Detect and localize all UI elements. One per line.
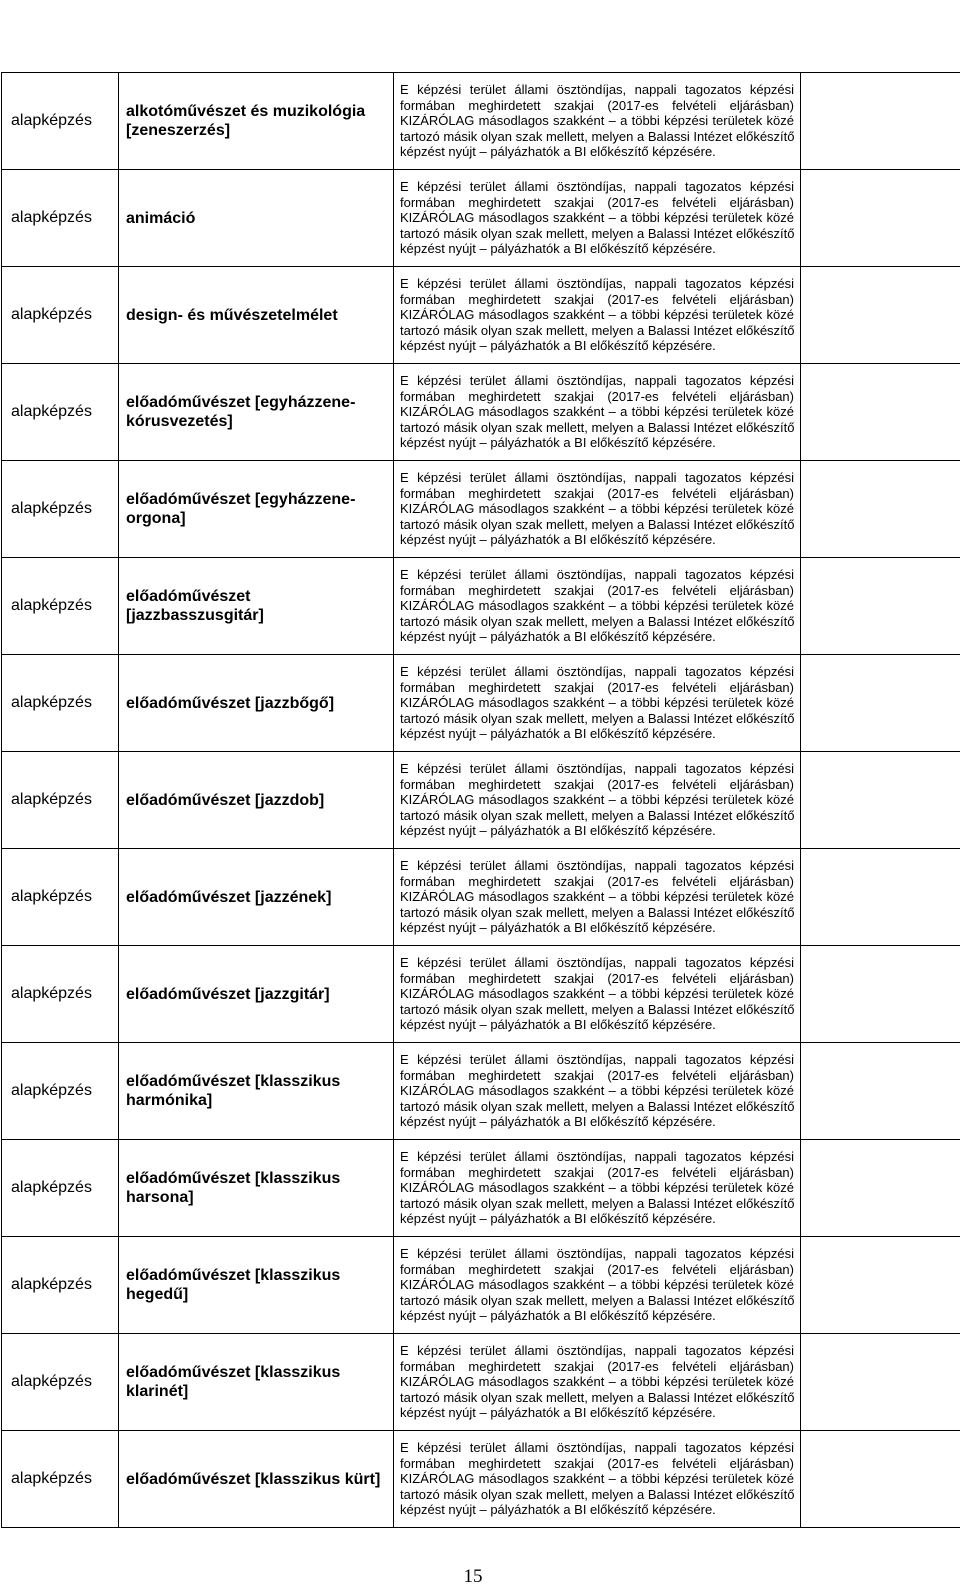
program-name-line: előadóművészet [126,588,251,605]
eligibility-note-line: képzést nyújt – pályázhatók a BI előkészítő képzésére. [400,1211,716,1227]
eligibility-note-line: formában meghirdetett szakjai (2017-es felvételi eljárásban) [400,873,794,889]
eligibility-note-line: tartozó másik olyan szak mellett, melyen a Balassi Intézet előkészítő [400,128,795,144]
training-level-cell: alapképzés [2,267,119,364]
eligibility-note-cell [394,1237,801,1334]
program-name-line: előadóművészet [klasszikus [126,1267,341,1284]
table-row [2,1237,960,1334]
programs-table-body [2,73,960,1528]
eligibility-note-line: E képzési terület állami ösztöndíjas, nappali tagozatos képzési [400,1440,794,1456]
program-name-line: előadóművészet [klasszikus [126,1364,341,1381]
eligibility-note-cell [394,170,801,267]
eligibility-note-line: képzést nyújt – pályázhatók a BI előkészítő képzésére. [400,726,716,742]
eligibility-note-line: formában meghirdetett szakjai (2017-es felvételi eljárásban) [400,485,794,501]
table-row [2,558,960,655]
table-row [2,946,960,1043]
empty-cell [801,849,960,946]
eligibility-note-line: formában meghirdetett szakjai (2017-es felvételi eljárásban) [400,1455,794,1471]
program-name-line: előadóművészet [jazzének] [126,888,332,906]
eligibility-note-line: KIZÁRÓLAG másodlagos szakként – a többi képzési területek közé [400,1374,794,1390]
header-program-year: BI előkészítő 2016/2017 [716,4,952,30]
header-rule [8,40,952,41]
program-name-line: orgona] [126,510,186,527]
empty-cell [801,1334,960,1431]
empty-cell [801,558,960,655]
eligibility-note-cell [394,73,801,170]
eligibility-note-line: tartozó másik olyan szak mellett, melyen a Balassi Intézet előkészítő [400,225,795,241]
eligibility-note-line: tartozó másik olyan szak mellett, melyen a Balassi Intézet előkészítő [400,1292,795,1308]
eligibility-note-line: E képzési terület állami ösztöndíjas, nappali tagozatos képzési [400,567,794,583]
program-name-cell [119,849,394,946]
program-name-line: alkotóművészet és muzikológia [126,103,366,120]
training-level-cell: alapképzés [2,558,119,655]
table-row [2,73,960,170]
eligibility-note-line: formában meghirdetett szakjai (2017-es felvételi eljárásban) [400,1067,794,1083]
eligibility-note-line: formában meghirdetett szakjai (2017-es felvételi eljárásban) [400,970,794,986]
eligibility-note-cell [394,849,801,946]
eligibility-note-line: formában meghirdetett szakjai (2017-es felvételi eljárásban) [400,194,794,210]
eligibility-note-line: képzést nyújt – pályázhatók a BI előkészítő képzésére. [400,435,716,451]
page-number: 15 [463,1566,483,1587]
eligibility-note-line: KIZÁRÓLAG másodlagos szakként – a többi képzési területek közé [400,1180,794,1196]
training-level-cell: alapképzés [2,1431,119,1528]
empty-cell [801,364,960,461]
eligibility-note-cell [394,461,801,558]
eligibility-note-line: tartozó másik olyan szak mellett, melyen a Balassi Intézet előkészítő [400,1195,795,1211]
eligibility-note-cell [394,1043,801,1140]
program-name-cell [119,267,394,364]
eligibility-note-line: KIZÁRÓLAG másodlagos szakként – a többi képzési területek közé [400,986,794,1002]
eligibility-note-line: tartozó másik olyan szak mellett, melyen a Balassi Intézet előkészítő [400,710,795,726]
eligibility-note-line: tartozó másik olyan szak mellett, melyen a Balassi Intézet előkészítő [400,322,795,338]
eligibility-note-cell [394,1140,801,1237]
program-name-line: harmónika] [126,1092,213,1109]
eligibility-note-cell [394,364,801,461]
training-level-cell: alapképzés [2,1140,119,1237]
eligibility-note-line: E képzési terület állami ösztöndíjas, nappali tagozatos képzési [400,761,794,777]
empty-cell [801,946,960,1043]
training-level-cell: alapképzés [2,364,119,461]
empty-cell [801,461,960,558]
program-name-cell [119,170,394,267]
empty-cell [801,1237,960,1334]
eligibility-note-line: KIZÁRÓLAG másodlagos szakként – a többi képzési területek közé [400,113,794,129]
program-name-cell [119,558,394,655]
eligibility-note-line: képzést nyújt – pályázhatók a BI előkészítő képzésére. [400,532,716,548]
eligibility-note-cell [394,267,801,364]
program-name-line: előadóművészet [klasszikus [126,1170,341,1187]
eligibility-note-line: képzést nyújt – pályázhatók a BI előkészítő képzésére. [400,338,716,354]
empty-cell [801,73,960,170]
program-name-cell [119,752,394,849]
table-row [2,849,960,946]
eligibility-note-line: KIZÁRÓLAG másodlagos szakként – a többi képzési területek közé [400,404,794,420]
program-name-line: [jazzbasszusgitár] [126,607,264,624]
table-row [2,170,960,267]
eligibility-note-line: E képzési terület állami ösztöndíjas, nappali tagozatos képzési [400,373,794,389]
program-name-line: előadóművészet [klasszikus [126,1073,341,1090]
program-name-line: előadóművészet [jazzbőgő] [126,694,335,712]
program-name-cell [119,1140,394,1237]
eligibility-note-line: tartozó másik olyan szak mellett, melyen a Balassi Intézet előkészítő [400,1098,795,1114]
eligibility-note-line: formában meghirdetett szakjai (2017-es felvételi eljárásban) [400,679,794,695]
eligibility-note-line: képzést nyújt – pályázhatók a BI előkészítő képzésére. [400,144,716,160]
empty-cell [801,1043,960,1140]
eligibility-note-line: KIZÁRÓLAG másodlagos szakként – a többi képzési területek közé [400,210,794,226]
eligibility-note-line: formában meghirdetett szakjai (2017-es felvételi eljárásban) [400,97,794,113]
training-level-cell: alapképzés [2,73,119,170]
page-header [8,2,952,48]
program-name-cell [119,1431,394,1528]
eligibility-note-line: képzést nyújt – pályázhatók a BI előkészítő képzésére. [400,1308,716,1324]
eligibility-note-line: E képzési terület állami ösztöndíjas, nappali tagozatos képzési [400,82,794,98]
eligibility-note-line: tartozó másik olyan szak mellett, melyen a Balassi Intézet előkészítő [400,516,795,532]
empty-cell [801,1140,960,1237]
program-name-line: harsona] [126,1189,194,1206]
table-row [2,1431,960,1528]
eligibility-note-cell [394,946,801,1043]
empty-cell [801,267,960,364]
eligibility-note-line: formában meghirdetett szakjai (2017-es felvételi eljárásban) [400,291,794,307]
empty-cell [801,170,960,267]
program-name-line: kórusvezetés] [126,413,233,430]
table-row [2,364,960,461]
eligibility-note-line: formában meghirdetett szakjai (2017-es felvételi eljárásban) [400,582,794,598]
training-level-cell: alapképzés [2,1334,119,1431]
program-name-line: animáció [126,209,196,227]
eligibility-note-line: tartozó másik olyan szak mellett, melyen a Balassi Intézet előkészítő [400,1389,795,1405]
table-row [2,1043,960,1140]
program-name-cell [119,364,394,461]
eligibility-note-line: KIZÁRÓLAG másodlagos szakként – a többi képzési területek közé [400,598,794,614]
program-name-cell [119,461,394,558]
training-level-cell: alapképzés [2,461,119,558]
eligibility-note-line: tartozó másik olyan szak mellett, melyen a Balassi Intézet előkészítő [400,807,795,823]
eligibility-note-cell [394,655,801,752]
eligibility-note-line: E képzési terület állami ösztöndíjas, nappali tagozatos képzési [400,1052,794,1068]
program-name-line: [zeneszerzés] [126,122,231,139]
table-row [2,752,960,849]
program-name-line: hegedű] [126,1286,189,1303]
empty-cell [801,655,960,752]
eligibility-note-line: E képzési terület állami ösztöndíjas, nappali tagozatos képzési [400,1149,794,1165]
program-name-cell [119,1043,394,1140]
eligibility-note-line: KIZÁRÓLAG másodlagos szakként – a többi képzési területek közé [400,695,794,711]
header-country: Szlovákiai [8,4,110,30]
program-name-cell [119,946,394,1043]
empty-cell [801,1431,960,1528]
eligibility-note-line: képzést nyújt – pályázhatók a BI előkészítő képzésére. [400,920,716,936]
eligibility-note-line: formában meghirdetett szakjai (2017-es felvételi eljárásban) [400,1261,794,1277]
eligibility-note-line: E képzési terület állami ösztöndíjas, nappali tagozatos képzési [400,1246,794,1262]
training-level-cell: alapképzés [2,655,119,752]
eligibility-note-line: E képzési terület állami ösztöndíjas, nappali tagozatos képzési [400,664,794,680]
program-name-line: klarinét] [126,1383,189,1400]
training-level-cell: alapképzés [2,849,119,946]
training-level-cell: alapképzés [2,946,119,1043]
eligibility-note-line: tartozó másik olyan szak mellett, melyen a Balassi Intézet előkészítő [400,613,795,629]
program-name-line: előadóművészet [egyházzene- [126,394,356,411]
training-level-cell: alapképzés [2,170,119,267]
programs-table [1,72,960,1528]
training-level-cell: alapképzés [2,752,119,849]
program-name-line: előadóművészet [jazzgitár] [126,985,330,1003]
table-row [2,461,960,558]
eligibility-note-line: E képzési terület állami ösztöndíjas, nappali tagozatos képzési [400,470,794,486]
eligibility-note-line: E képzési terület állami ösztöndíjas, nappali tagozatos képzési [400,1343,794,1359]
program-name-cell [119,655,394,752]
table-row [2,1334,960,1431]
eligibility-note-line: E képzési terület állami ösztöndíjas, nappali tagozatos képzési [400,276,794,292]
eligibility-note-line: KIZÁRÓLAG másodlagos szakként – a többi képzési területek közé [400,1277,794,1293]
eligibility-note-line: KIZÁRÓLAG másodlagos szakként – a többi képzési területek közé [400,1083,794,1099]
eligibility-note-line: képzést nyújt – pályázhatók a BI előkészítő képzésére. [400,1405,716,1421]
program-name-line: előadóművészet [jazzdob] [126,791,325,809]
program-name-line: előadóművészet [egyházzene- [126,491,356,508]
eligibility-note-cell [394,1334,801,1431]
training-level-cell: alapképzés [2,1237,119,1334]
table-row [2,655,960,752]
eligibility-note-line: KIZÁRÓLAG másodlagos szakként – a többi képzési területek közé [400,1471,794,1487]
eligibility-note-line: KIZÁRÓLAG másodlagos szakként – a többi képzési területek közé [400,889,794,905]
eligibility-note-line: képzést nyújt – pályázhatók a BI előkészítő képzésére. [400,241,716,257]
eligibility-note-line: képzést nyújt – pályázhatók a BI előkészítő képzésére. [400,1114,716,1130]
eligibility-note-cell [394,558,801,655]
table-row [2,1140,960,1237]
eligibility-note-line: KIZÁRÓLAG másodlagos szakként – a többi képzési területek közé [400,307,794,323]
eligibility-note-line: képzést nyújt – pályázhatók a BI előkészítő képzésére. [400,629,716,645]
table-row [2,267,960,364]
eligibility-note-line: KIZÁRÓLAG másodlagos szakként – a többi képzési területek közé [400,501,794,517]
eligibility-note-line: formában meghirdetett szakjai (2017-es felvételi eljárásban) [400,1164,794,1180]
eligibility-note-line: tartozó másik olyan szak mellett, melyen a Balassi Intézet előkészítő [400,419,795,435]
eligibility-note-line: képzést nyújt – pályázhatók a BI előkészítő képzésére. [400,823,716,839]
eligibility-note-line: képzést nyújt – pályázhatók a BI előkészítő képzésére. [400,1017,716,1033]
program-name-line: design- és művészetelmélet [126,306,338,324]
eligibility-note-line: E képzési terület állami ösztöndíjas, nappali tagozatos képzési [400,955,794,971]
program-name-cell [119,1334,394,1431]
eligibility-note-line: képzést nyújt – pályázhatók a BI előkészítő képzésére. [400,1502,716,1518]
eligibility-note-cell [394,752,801,849]
empty-cell [801,752,960,849]
eligibility-note-line: E képzési terület állami ösztöndíjas, nappali tagozatos képzési [400,858,794,874]
eligibility-note-line: formában meghirdetett szakjai (2017-es felvételi eljárásban) [400,388,794,404]
eligibility-note-line: formában meghirdetett szakjai (2017-es felvételi eljárásban) [400,776,794,792]
eligibility-note-line: formában meghirdetett szakjai (2017-es felvételi eljárásban) [400,1358,794,1374]
eligibility-note-cell [394,1431,801,1528]
program-name-line: előadóművészet [klasszikus kürt] [126,1470,381,1488]
eligibility-note-line: KIZÁRÓLAG másodlagos szakként – a többi képzési területek közé [400,792,794,808]
eligibility-note-line: tartozó másik olyan szak mellett, melyen a Balassi Intézet előkészítő [400,904,795,920]
program-name-cell [119,73,394,170]
program-name-cell [119,1237,394,1334]
training-level-cell: alapképzés [2,1043,119,1140]
eligibility-note-line: tartozó másik olyan szak mellett, melyen a Balassi Intézet előkészítő [400,1001,795,1017]
eligibility-note-line: E képzési terület állami ösztöndíjas, nappali tagozatos képzési [400,179,794,195]
eligibility-note-line: tartozó másik olyan szak mellett, melyen a Balassi Intézet előkészítő [400,1486,795,1502]
